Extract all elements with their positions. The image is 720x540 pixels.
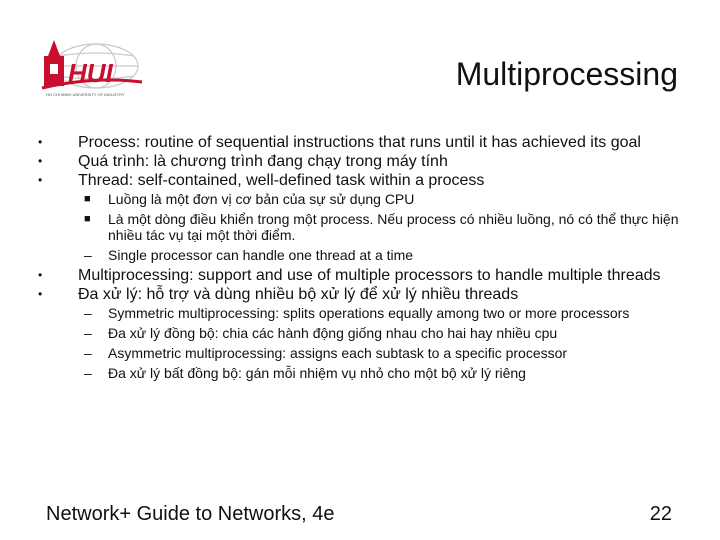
bullet-marker: – [84,365,92,381]
bullet-text: Luồng là một đơn vị cơ bản của sự sử dụng CPU [108,191,415,207]
bullet-text: Single processor can handle one thread at a time [108,247,414,263]
hui-logo [34,36,146,100]
bullet-item-level-3 [38,305,688,321]
bullet-item-level-1 [38,286,688,303]
bullet-marker: • [38,154,43,168]
logo-text: HUI [68,58,113,88]
slide-title: Multiprocessing [455,56,678,92]
bullet-item-level-1 [38,134,688,151]
page-number: 22 [649,503,672,525]
bullet-item-level-2 [38,211,688,243]
bullet-text: Symmetric multiprocessing: splits operations equally among two or more processors [108,305,630,321]
bullet-item-level-1 [38,172,688,189]
bullet-item-level-1 [38,153,688,170]
bullet-text: Multiprocessing: support and use of multiple processors to handle multiple threads [78,267,661,284]
bullet-item-level-3 [38,345,688,361]
bullet-text: Process: routine of sequential instructions that runs until it has achieved its goal [78,134,641,151]
bullet-item-level-3 [38,247,688,263]
bullet-marker: – [84,325,92,341]
bullet-item-level-3 [38,365,688,381]
bullet-text: Quá trình: là chương trình đang chạy trong máy tính [78,153,448,170]
bullet-marker: ■ [84,213,91,225]
bullet-list [38,134,688,385]
footer-course-title: Network+ Guide to Networks, 4e [46,503,335,525]
bullet-marker: • [38,287,43,301]
bullet-item-level-3 [38,325,688,341]
bullet-marker: ■ [84,193,91,205]
bullet-marker: • [38,173,43,187]
bullet-text: Đa xử lý đồng bộ: chia các hành động giống nhau cho hai hay nhiều cpu [108,325,558,341]
bullet-text: Là một dòng điều khiển trong một process. Nếu process có nhiều luồng, nó có thể thực hiện nhiều tác vụ tại một thời điểm. [108,211,679,243]
bullet-item-level-1 [38,267,688,284]
bullet-text: Đa xử lý: hỗ trợ và dùng nhiều bộ xử lý để xử lý nhiều threads [78,286,519,303]
bullet-marker: • [38,135,43,149]
bullet-marker: • [38,268,43,282]
bullet-text: Thread: self-contained, well-defined task within a process [78,172,485,189]
bullet-item-level-2 [38,191,688,207]
bullet-marker: – [84,305,92,321]
bullet-text: Asymmetric multiprocessing: assigns each subtask to a specific processor [108,345,568,361]
bullet-marker: – [84,247,92,263]
bullet-marker: – [84,345,92,361]
logo-tagline: HO CHI MINH UNIVERSITY OF INDUSTRY [46,92,125,97]
bullet-text: Đa xử lý bất đồng bộ: gán mỗi nhiệm vụ nhỏ cho một bộ xử lý riêng [108,365,526,381]
